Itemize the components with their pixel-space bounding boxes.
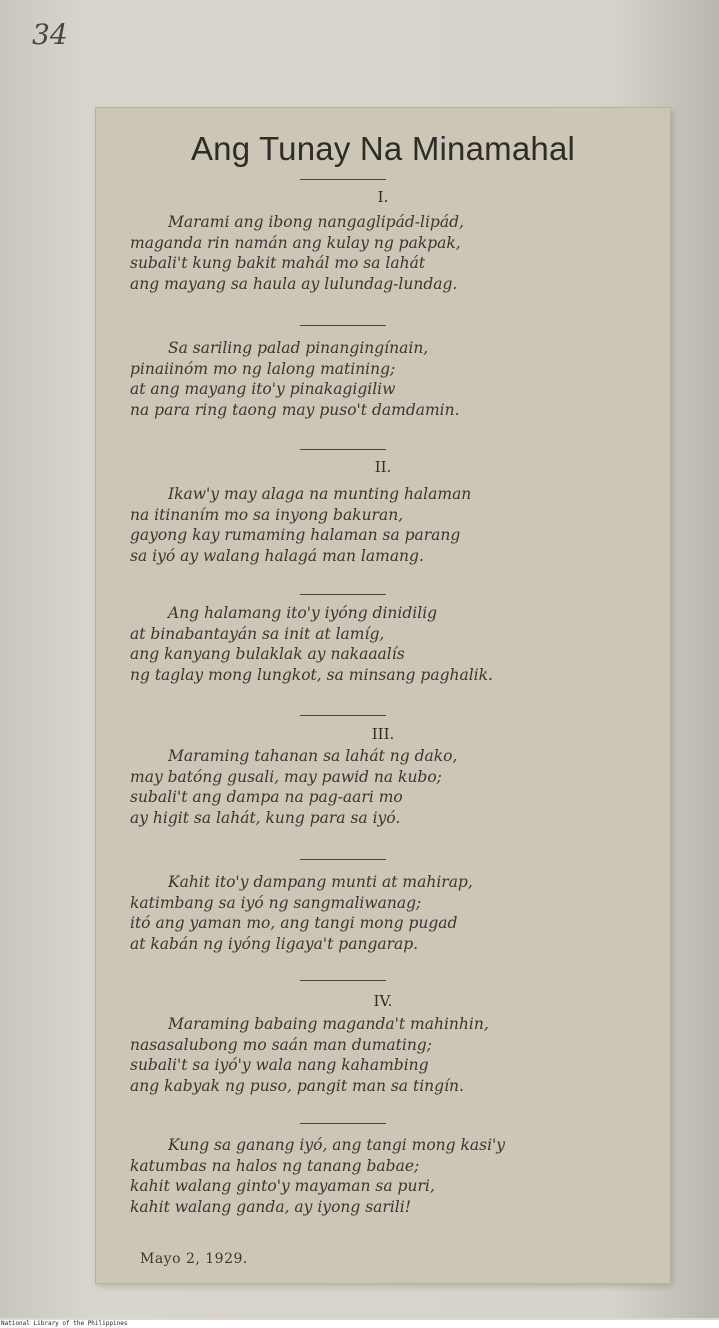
poem-line: Marami ang ibong nangaglipád-lipád,: [168, 213, 464, 231]
divider: [300, 449, 386, 450]
poem-line: may batóng gusali, may pawid na kubo;: [130, 767, 442, 786]
divider: [300, 594, 386, 595]
poem-line: Kahit ito'y dampang munti at mahirap,: [168, 873, 473, 891]
stanza: [130, 484, 650, 566]
page-number: 34: [32, 18, 68, 51]
stanza: [130, 603, 650, 685]
poem-line: katumbas na halos ng tanang babae;: [130, 1156, 420, 1175]
divider: [300, 715, 386, 716]
poem-line: Maraming tahanan sa lahát ng dako,: [168, 747, 458, 765]
poem-line: subali't ang dampa na pag-aari mo: [130, 788, 403, 806]
poem-line: nasasalubong mo saán man dumating;: [130, 1035, 432, 1054]
poem-line: at ang mayang ito'y pinakagigiliw: [130, 380, 396, 398]
poem-line: kahit walang ganda, ay iyong sarili!: [130, 1197, 411, 1216]
divider: [300, 179, 386, 180]
stanza: [130, 1135, 650, 1217]
stanza: [130, 746, 650, 828]
poem-line: subali't sa iyó'y wala nang kahambing: [130, 1056, 429, 1074]
poem-line: ang mayang sa haula ay lulundag-lundag.: [130, 274, 458, 293]
poem-line: na para ring taong may puso't damdamin.: [130, 400, 460, 419]
stanza: [130, 872, 650, 954]
poem-line: gayong kay rumaming halaman sa parang: [130, 526, 461, 544]
stanza: [130, 212, 650, 294]
poem-line: katimbang sa iyó ng sangmaliwanag;: [130, 893, 422, 912]
poem-line: kahit walang ginto'y mayaman sa puri,: [130, 1177, 435, 1195]
poem-line: ang kanyang bulaklak ay nakaaalís: [130, 645, 405, 663]
poem-date: Mayo 2, 1929.: [140, 1251, 248, 1267]
poem-line: at kabán ng iyóng ligaya't pangarap.: [130, 934, 419, 953]
divider: [300, 325, 386, 326]
poem-line: maganda rin namán ang kulay ng pakpak,: [130, 233, 461, 252]
poem-line: Ang halamang ito'y iyóng dinidilig: [168, 604, 438, 622]
poem-line: ang kabyak ng puso, pangit man sa tingín.: [130, 1076, 464, 1095]
poem-line: sa iyó ay walang halagá man lamang.: [130, 546, 424, 565]
newspaper-clipping: [96, 108, 670, 1283]
divider: [300, 859, 386, 860]
poem-line: Kung sa ganang iyó, ang tangi mong kasi'y: [168, 1136, 506, 1154]
section-number: I.: [377, 188, 389, 206]
poem-line: subali't kung bakit mahál mo sa lahát: [130, 254, 426, 272]
poem-line: Ikaw'y may alaga na munting halaman: [168, 485, 472, 503]
poem-line: Sa sariling palad pinangingínain,: [168, 339, 429, 357]
stanza: [130, 1014, 650, 1096]
poem-line: na itinaním mo sa inyong bakuran,: [130, 505, 404, 524]
poem-line: Maraming babaing maganda't mahinhin,: [168, 1015, 489, 1033]
poem-line: pinaiinóm mo ng lalong matining;: [130, 359, 396, 378]
section-number: II.: [374, 458, 392, 476]
section-number: III.: [371, 725, 395, 743]
divider: [300, 1123, 386, 1124]
section-number: IV.: [373, 992, 393, 1010]
poem-line: at binabantayán sa init at lamíg,: [130, 624, 385, 643]
divider: [300, 980, 386, 981]
poem-title: Ang Tunay Na Minamahal: [190, 130, 576, 167]
footer-credit: National Library of the Philippines: [1, 1320, 128, 1327]
poem-line: ng taglay mong lungkot, sa minsang paghalik.: [130, 665, 493, 684]
poem-line: itó ang yaman mo, ang tangi mong pugad: [130, 914, 458, 932]
stanza: [130, 338, 650, 420]
poem-line: ay higit sa lahát, kung para sa iyó.: [130, 808, 401, 827]
